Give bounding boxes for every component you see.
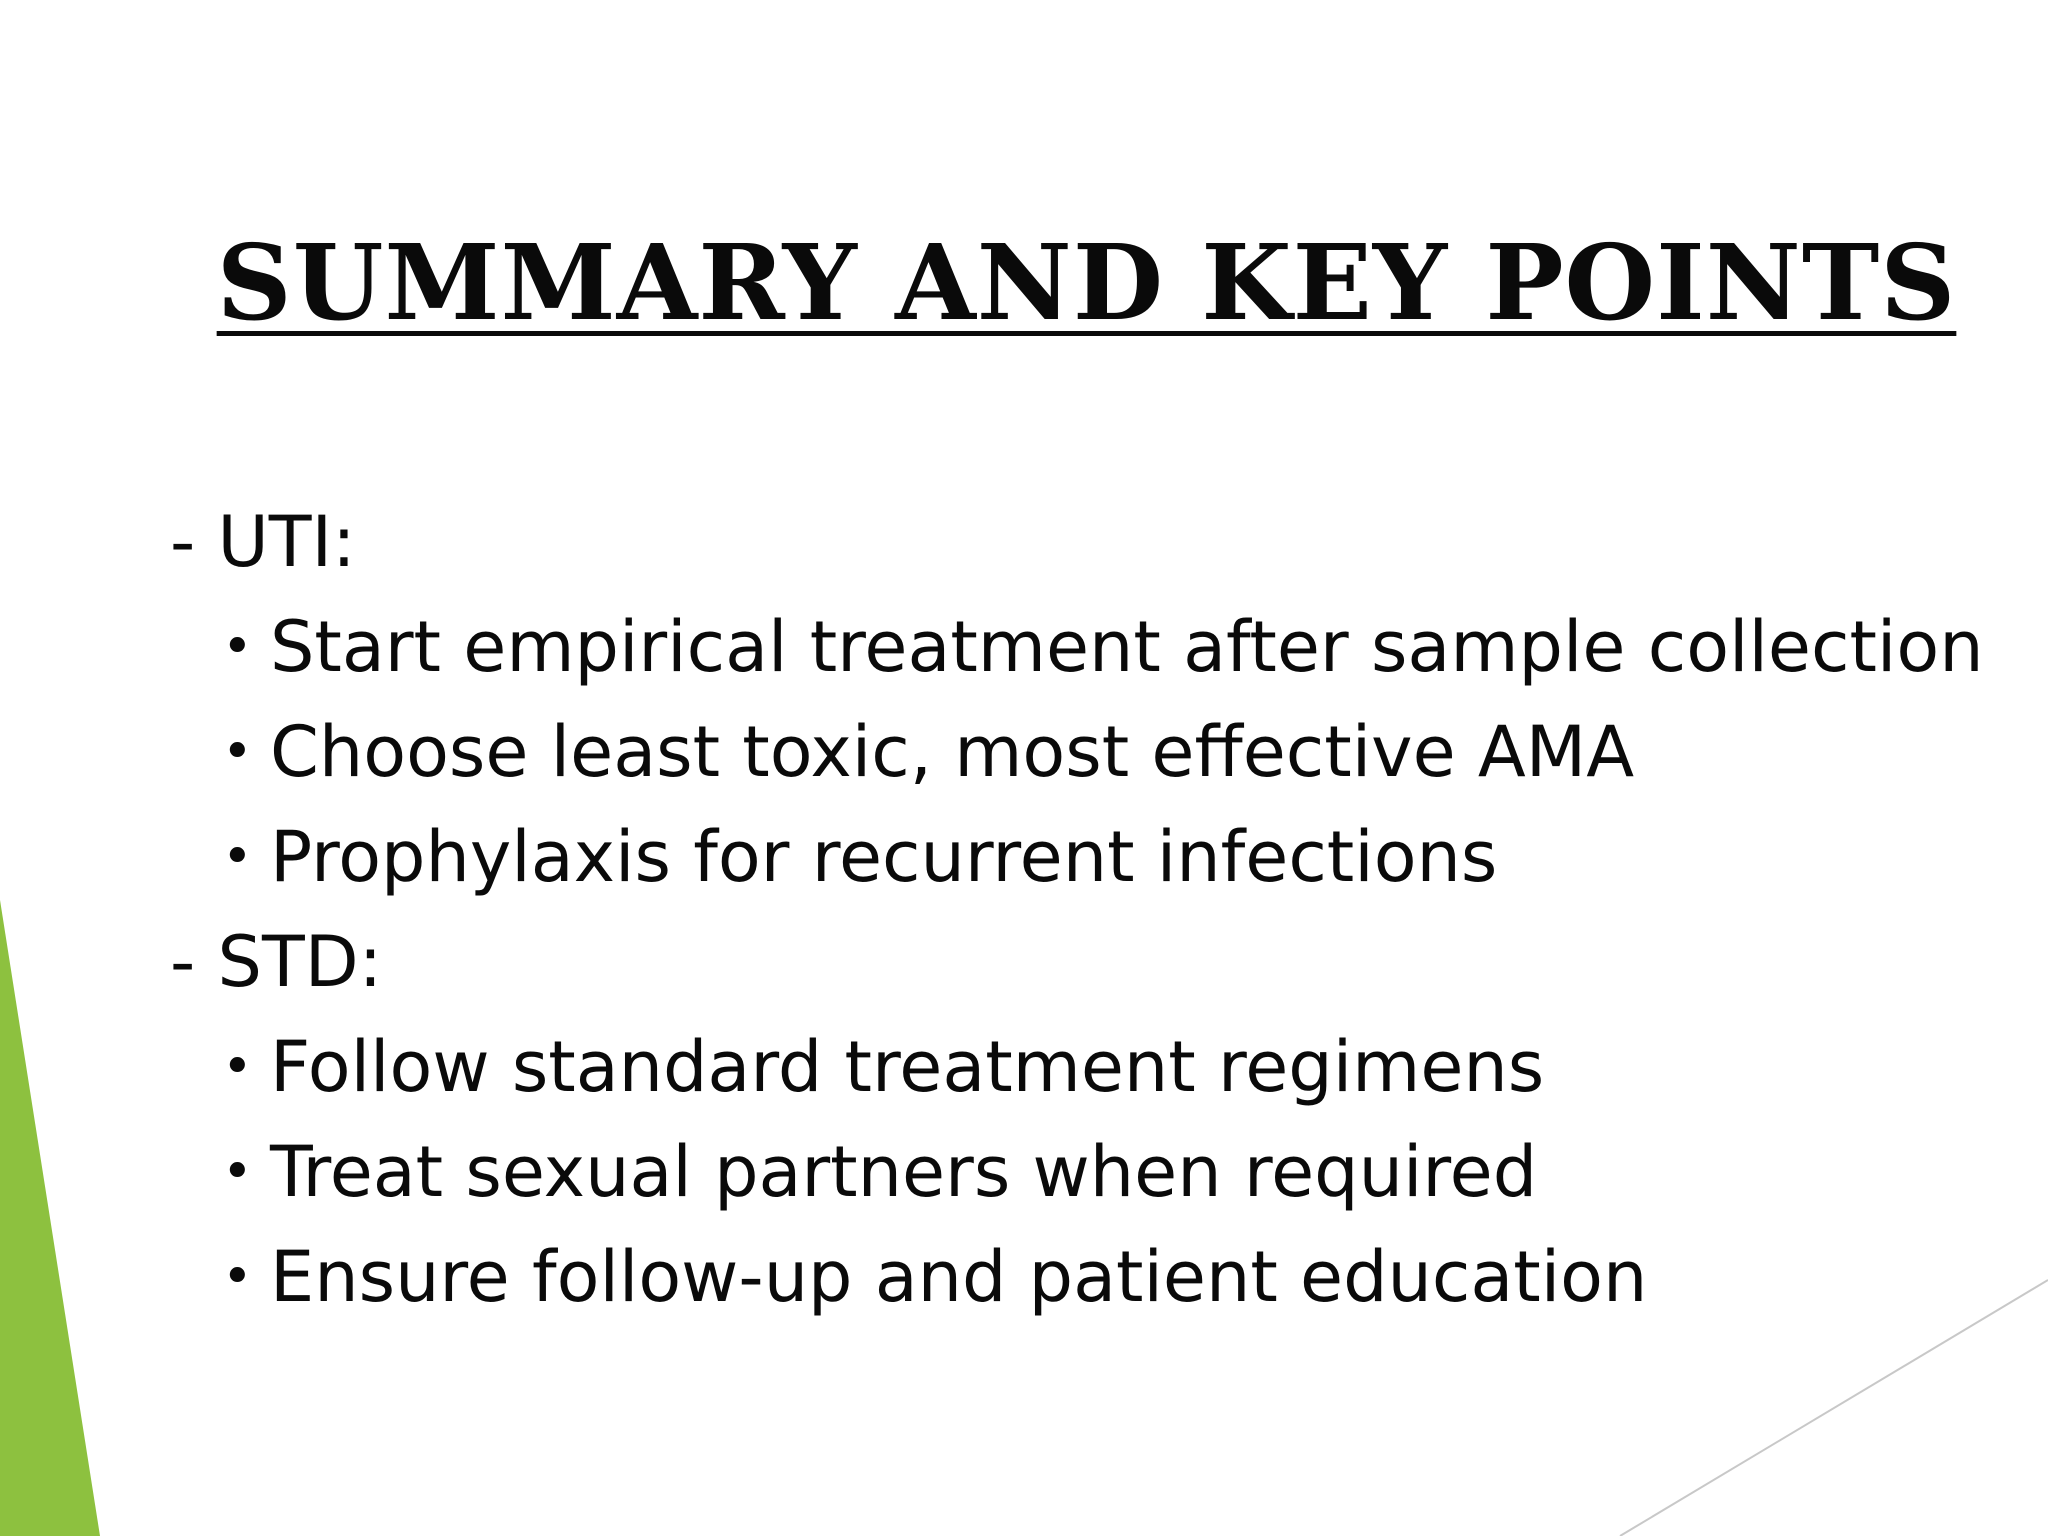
list-item bbox=[170, 1120, 2040, 1225]
list-item-text: Treat sexual partners when required bbox=[270, 1131, 1538, 1213]
list-item bbox=[170, 700, 2040, 805]
slide-title-text: SUMMARY AND KEY POINTS bbox=[216, 221, 1957, 344]
key-points-list bbox=[170, 490, 2040, 1330]
bullet-icon: • bbox=[222, 722, 253, 782]
section-heading-std: - STD: bbox=[170, 921, 383, 1003]
bullet-icon: • bbox=[222, 617, 253, 677]
bullet-icon: • bbox=[222, 1247, 253, 1307]
list-item-text: Prophylaxis for recurrent infections bbox=[270, 816, 1498, 898]
list-item bbox=[170, 805, 2040, 910]
list-item-text: Follow standard treatment regimens bbox=[270, 1026, 1545, 1108]
list-item bbox=[170, 1225, 2040, 1330]
bullet-icon: • bbox=[222, 1037, 253, 1097]
list-item-text: Ensure follow-up and patient education bbox=[270, 1236, 1648, 1318]
bullet-icon: • bbox=[222, 827, 253, 887]
list-item-text: Start empirical treatment after sample collection bbox=[270, 606, 1984, 688]
bullet-icon: • bbox=[222, 1142, 253, 1202]
green-accent-shape bbox=[0, 900, 100, 1536]
slide-title bbox=[0, 218, 2048, 348]
list-item-text: Choose least toxic, most effective AMA bbox=[270, 711, 1635, 793]
list-item bbox=[170, 1015, 2040, 1120]
list-item bbox=[170, 595, 2040, 700]
section-heading-uti: - UTI: bbox=[170, 501, 356, 583]
